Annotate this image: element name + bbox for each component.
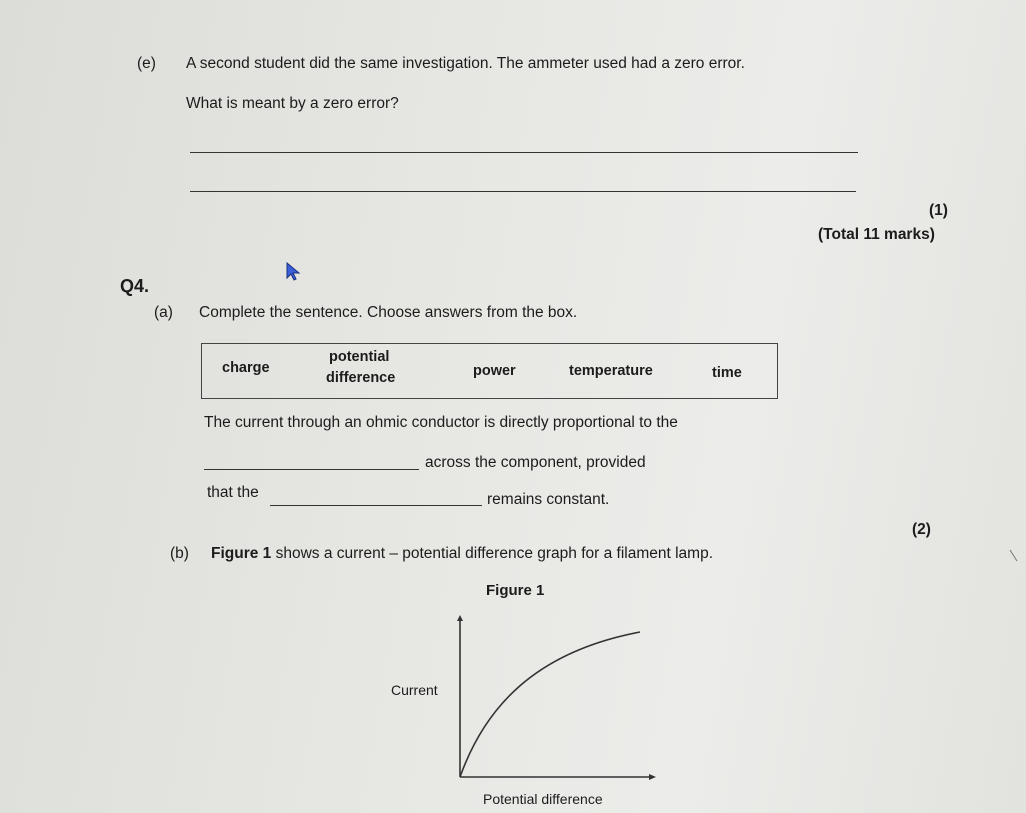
y-axis-arrow-icon [457,615,463,621]
answer-line-2[interactable] [190,191,856,192]
y-axis-label: Current [391,682,438,698]
question-number: Q4. [120,276,150,296]
part-b-text [211,545,713,563]
option-potential-difference-line2: difference [326,370,396,386]
part-b-label: (b) [170,545,189,562]
sentence-line-2: across the component, provided [425,454,646,471]
x-axis-arrow-icon [649,774,656,780]
sentence-line-3b: remains constant. [487,491,610,508]
sentence-line-1: The current through an ohmic conductor is directly proportional to the [204,414,678,431]
part-e-question: What is meant by a zero error? [186,95,399,112]
sentence-line-3a: that the [207,484,259,501]
option-time: time [712,365,742,381]
iv-curve [460,632,640,777]
part-a-marks: (2) [912,521,931,538]
pen-mark-icon [1008,548,1020,564]
answer-line-1[interactable] [190,152,858,153]
part-a-instruction: Complete the sentence. Choose answers from the box. [199,304,578,321]
figure-title: Figure 1 [486,582,545,599]
part-b-text-rest: shows a current – potential difference graph for a filament lamp. [271,545,714,562]
figure-reference: Figure 1 [211,545,272,562]
mouse-cursor-icon [286,262,302,282]
answer-options-box [201,343,778,399]
part-e-text: A second student did the same investigation. The ammeter used had a zero error. [186,55,745,72]
blank-1[interactable] [204,469,419,470]
x-axis-label: Potential difference [483,791,603,807]
option-charge: charge [222,360,270,376]
blank-2[interactable] [270,505,482,506]
part-e-label: (e) [137,55,156,72]
part-e-marks: (1) [929,202,948,219]
option-potential-difference-line1: potential [329,349,390,365]
option-temperature: temperature [569,363,653,379]
current-pd-graph [400,612,670,792]
option-power: power [473,363,516,379]
part-a-label: (a) [154,304,173,321]
total-marks: (Total 11 marks) [818,226,935,243]
